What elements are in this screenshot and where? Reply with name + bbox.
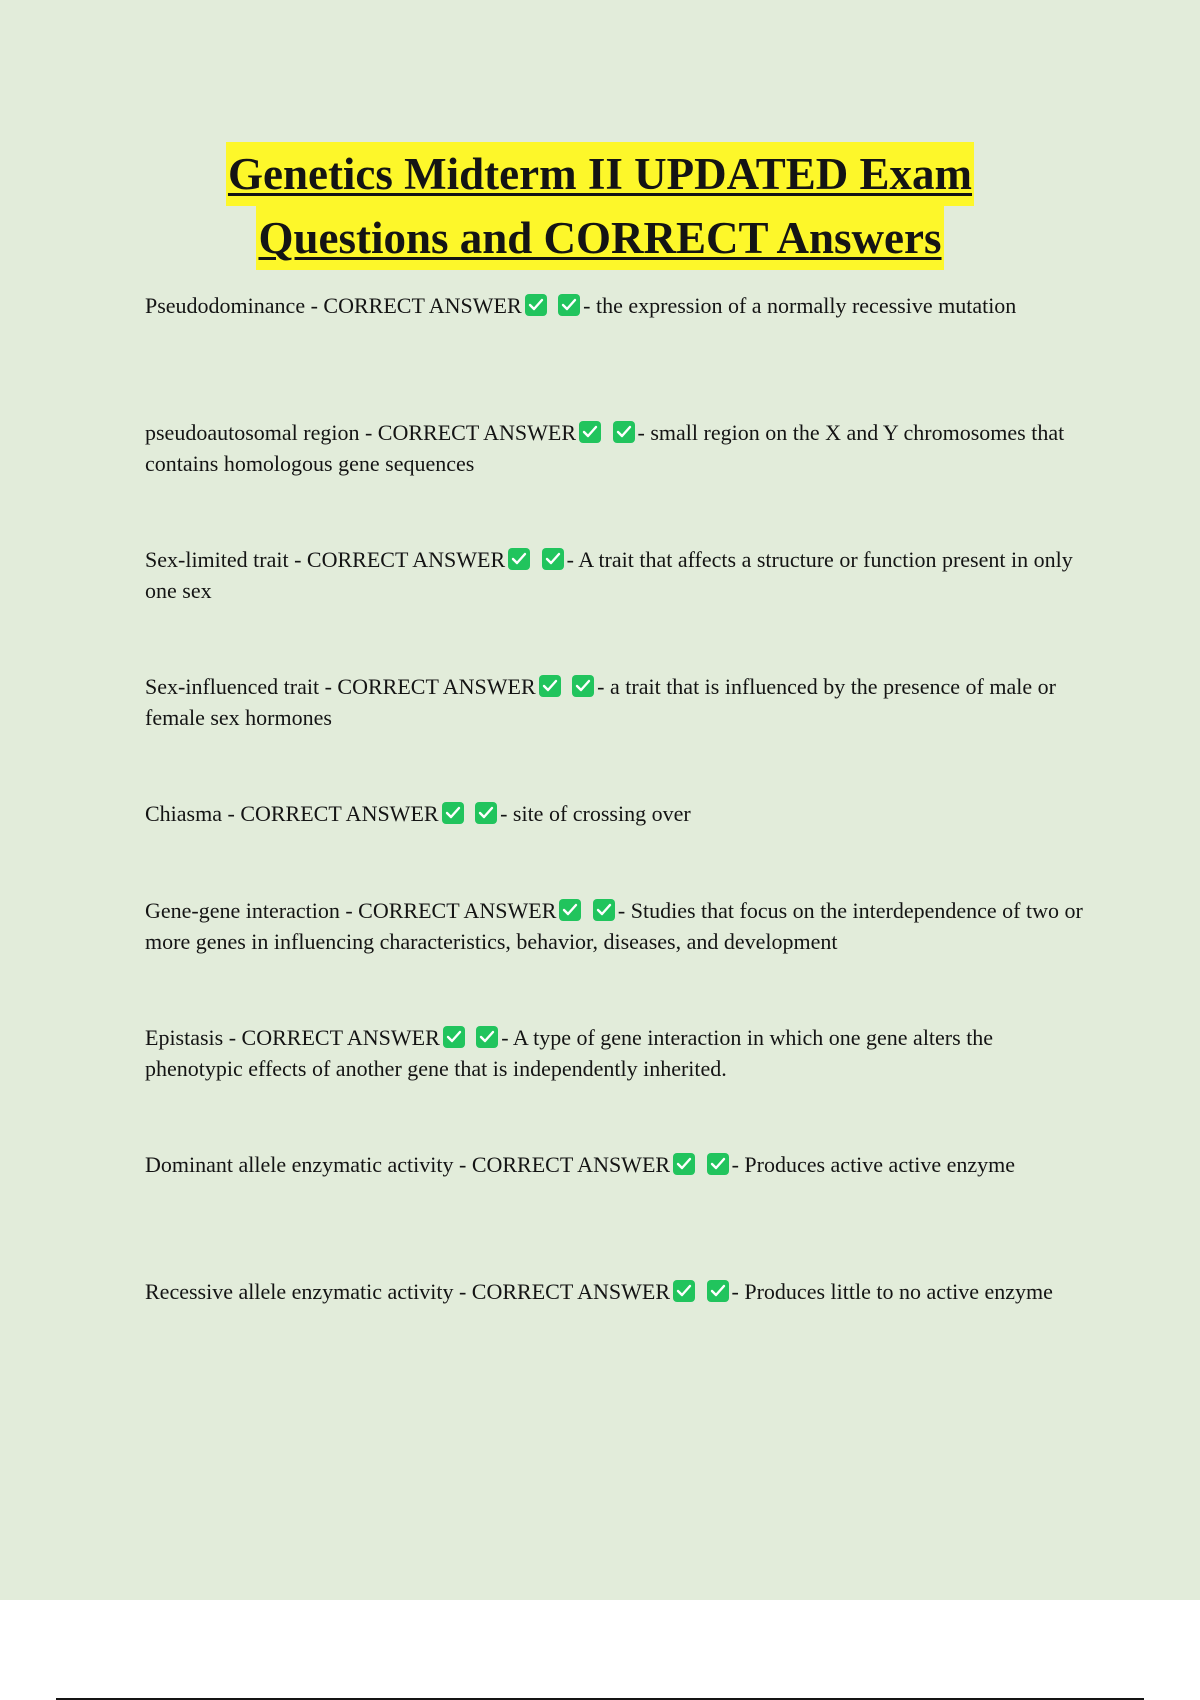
term: Sex-limited trait	[145, 547, 289, 572]
term: pseudoautosomal region	[145, 420, 360, 445]
qa-entry	[145, 1276, 1090, 1403]
qa-entry	[145, 1149, 1090, 1276]
title-line-1: Genetics Midterm II UPDATED Exam	[226, 142, 974, 206]
check-mark-icon	[542, 548, 564, 570]
check-mark-icon	[442, 802, 464, 824]
document-title	[0, 142, 1200, 270]
term: Epistasis	[145, 1025, 224, 1050]
term: Dominant allele enzymatic activity	[145, 1152, 454, 1177]
check-mark-icon	[525, 294, 547, 316]
qa-entry	[145, 1022, 1090, 1149]
qa-entry	[145, 417, 1090, 544]
answer-label: - CORRECT ANSWER	[364, 420, 577, 445]
term: Pseudodominance	[145, 293, 306, 318]
qa-entry	[145, 544, 1090, 671]
check-mark-icon	[443, 1026, 465, 1048]
answer-label: - CORRECT ANSWER	[324, 674, 536, 699]
check-mark-icon	[475, 802, 497, 824]
answer-label: - CORRECT ANSWER	[345, 898, 557, 923]
check-mark-icon	[593, 899, 615, 921]
answer-label: - CORRECT ANSWER	[228, 1025, 440, 1050]
check-mark-icon	[579, 421, 601, 443]
check-mark-icon	[572, 675, 594, 697]
check-mark-icon	[559, 899, 581, 921]
qa-entry	[145, 671, 1090, 798]
check-mark-icon	[476, 1026, 498, 1048]
definition: - small region on the X and Y chromosomes that contains homologous gene sequences	[145, 420, 1065, 476]
check-mark-icon	[539, 675, 561, 697]
answer-label: - CORRECT ANSWER	[310, 293, 522, 318]
term: Gene-gene interaction	[145, 898, 340, 923]
definition: - Produces little to no active enzyme	[731, 1279, 1053, 1304]
qa-entry	[145, 895, 1090, 1022]
title-line-2: Questions and CORRECT Answers	[256, 206, 943, 270]
definition: - the expression of a normally recessive mutation	[583, 293, 1017, 318]
term: Recessive allele enzymatic activity	[145, 1279, 454, 1304]
definition: - Studies that focus on the interdependence of two or more genes in influencing characteristics, behavior, diseases, and development	[145, 898, 1083, 954]
definition: - site of crossing over	[500, 801, 691, 826]
check-mark-icon	[613, 421, 635, 443]
qa-list	[145, 290, 1090, 1403]
check-mark-icon	[673, 1280, 695, 1302]
check-mark-icon	[508, 548, 530, 570]
definition: - Produces active active enzyme	[731, 1152, 1015, 1177]
qa-entry	[145, 290, 1090, 417]
term: Chiasma	[145, 801, 222, 826]
definition: - A type of gene interaction in which one gene alters the phenotypic effects of another gene that is independently inherited.	[145, 1025, 994, 1081]
qa-entry	[145, 798, 1090, 895]
answer-label: - CORRECT ANSWER	[227, 801, 439, 826]
answer-label: - CORRECT ANSWER	[459, 1152, 671, 1177]
answer-label: - CORRECT ANSWER	[458, 1279, 671, 1304]
check-mark-icon	[707, 1153, 729, 1175]
definition: - A trait that affects a structure or function present in only one sex	[145, 547, 1073, 603]
check-mark-icon	[673, 1153, 695, 1175]
term: Sex-influenced trait	[145, 674, 320, 699]
definition: - a trait that is influenced by the presence of male or female sex hormones	[145, 674, 1056, 730]
answer-label: - CORRECT ANSWER	[294, 547, 506, 572]
check-mark-icon	[558, 294, 580, 316]
check-mark-icon	[707, 1280, 729, 1302]
